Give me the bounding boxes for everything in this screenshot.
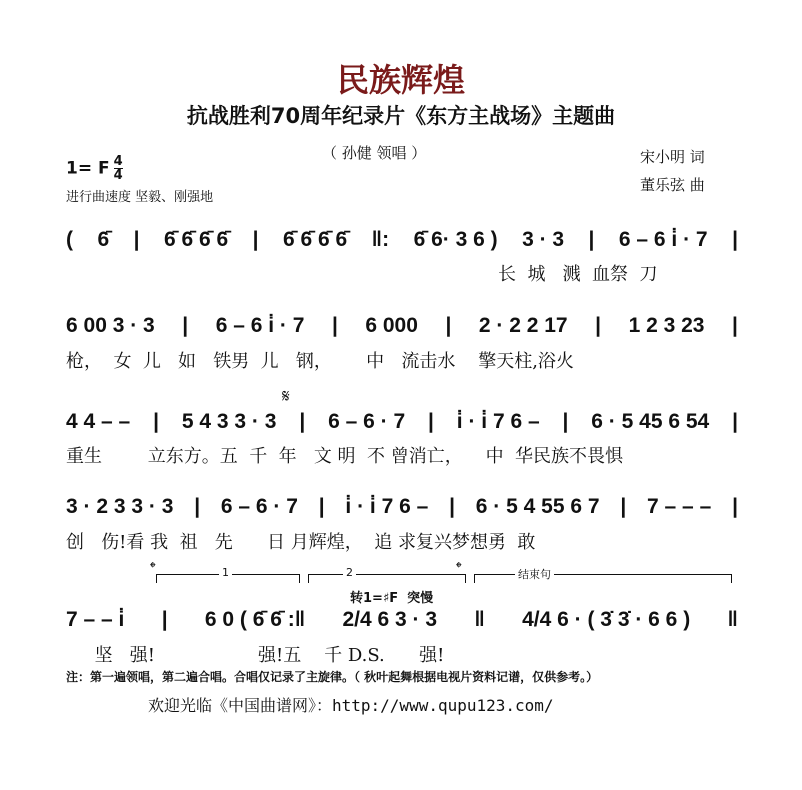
notation-row [66, 495, 738, 519]
lyrics-line: 创 伤!看 我 祖 先 日 月辉煌， 追 求复兴梦想勇 敢 [66, 532, 536, 553]
measure: 5 4 3 3 · 3 [181, 410, 277, 433]
barline: | [194, 495, 201, 518]
barline: | [318, 495, 325, 518]
measure: 6 · 5 45 6 54 [591, 410, 710, 433]
measure: 3 · 2 3 3 · 3 [66, 495, 174, 518]
time-signature [114, 155, 123, 182]
barline: ‖: [371, 228, 390, 251]
measure: 6 00 3 · 3 [66, 314, 155, 337]
song-title: 民族辉煌 [336, 61, 465, 99]
lyrics-line: 长 城 溅 血祭 刀 [498, 264, 658, 285]
volta-first [156, 566, 300, 583]
barline: | [428, 410, 434, 433]
barline: | [133, 228, 140, 251]
measure: 7 – – – [647, 495, 712, 518]
barline: | [588, 228, 595, 251]
barline: ‖ [727, 608, 738, 631]
measure: 2 · 2 2 17 [478, 314, 568, 337]
volta-ending [474, 568, 732, 583]
notation-row [66, 228, 738, 252]
measure: 4 4 – – [66, 410, 131, 433]
footnote: 注：第一遍领唱，第二遍合唱。合唱仅记录了主旋律。（ 秋叶起舞根据电视片资料记谱，仅供参考。） [66, 670, 599, 684]
key-signature [66, 155, 123, 182]
barline: | [252, 228, 259, 251]
lyrics-line: 重生 立东方。五 千 年 文 明 不 曾消亡， 中 华民族不畏惧 [66, 446, 624, 467]
measure: 6 – 6 · 7 [220, 495, 298, 518]
tempo-marking: 进行曲速度 坚毅、刚强地 [66, 190, 214, 205]
measure: 3 · 3 [522, 228, 565, 251]
website-line: 欢迎光临《中国曲谱网》：http://www.qupu123.com/ [148, 696, 554, 715]
measure: 4/4 6 · ( 3̇ 3̇ · 6 6 ) [522, 608, 691, 631]
measure: 2/4 6 3 · 3 [342, 608, 438, 631]
measure: 6 · 5 4 55 6 7 [475, 495, 600, 518]
coda-icon: 𝄌 [150, 558, 156, 577]
volta-second [308, 566, 466, 583]
coda-icon: 𝄌 [456, 558, 462, 577]
lyrics-line: 枪， 女 儿 如 铁男 儿 钢， 中 流击水 擎天柱,浴火 [66, 351, 574, 372]
notation-row [66, 608, 738, 632]
segno-icon: 𝄋 [282, 386, 290, 407]
barline: | [732, 228, 738, 251]
volta-label: 1 [219, 566, 232, 579]
measure: 1 2 3 23 [628, 314, 705, 337]
barline: | [331, 314, 338, 337]
song-subtitle: 抗战胜利70周年纪录片《东方主战场》主题曲 [186, 104, 616, 128]
notation-row [66, 410, 738, 434]
key-label: 1= F [66, 158, 110, 179]
barline: | [620, 495, 627, 518]
composer: 董乐弦 曲 [640, 176, 705, 194]
measure: 6 000 [365, 314, 418, 337]
lyricist: 宋小明 词 [640, 148, 705, 166]
measure: 6 – 6 i̇ · 7 [618, 228, 708, 251]
measure: 6 – 6 i̇ · 7 [215, 314, 305, 337]
volta-label: 2 [343, 566, 356, 579]
time-den: 4 [113, 168, 123, 183]
barline: | [153, 410, 159, 433]
measure: 6̄ [97, 228, 110, 251]
volta-label: 结束句 [515, 566, 554, 582]
barline: | [732, 314, 738, 337]
singer: （ 孙健 领唱 ） [322, 144, 427, 162]
modulation-marking: 转1=♯F 突慢 [350, 591, 434, 606]
measure: 6 – 6 · 7 [328, 410, 406, 433]
measure: 6̄ 6̄ 6̄ 6̄ [163, 228, 229, 251]
barline: | [161, 608, 168, 631]
barline: | [732, 410, 738, 433]
measure: 6 0 ( 6̄ 6̄ :‖ [204, 608, 306, 631]
measure: 7 – – i̇ [66, 608, 125, 631]
measure: ( [66, 228, 73, 251]
barline: | [732, 495, 738, 518]
barline: | [449, 495, 455, 518]
barline: | [445, 314, 452, 337]
time-num: 4 [113, 154, 123, 169]
measure: i̇ · i̇ 7 6 – [456, 410, 540, 433]
measure: 6̄ 6̄ 6̄ 6̄ [282, 228, 348, 251]
barline: ‖ [474, 608, 485, 631]
measure: 6̄ 6· 3 6 ) [413, 228, 498, 251]
barline: | [562, 410, 569, 433]
measure: i̇ · i̇ 7 6 – [345, 495, 429, 518]
barline: | [299, 410, 306, 433]
notation-row [66, 314, 738, 338]
barline: | [182, 314, 189, 337]
lyrics-line: 坚 强! 强!五 千 D.S. 强! [66, 645, 445, 666]
barline: | [595, 314, 602, 337]
